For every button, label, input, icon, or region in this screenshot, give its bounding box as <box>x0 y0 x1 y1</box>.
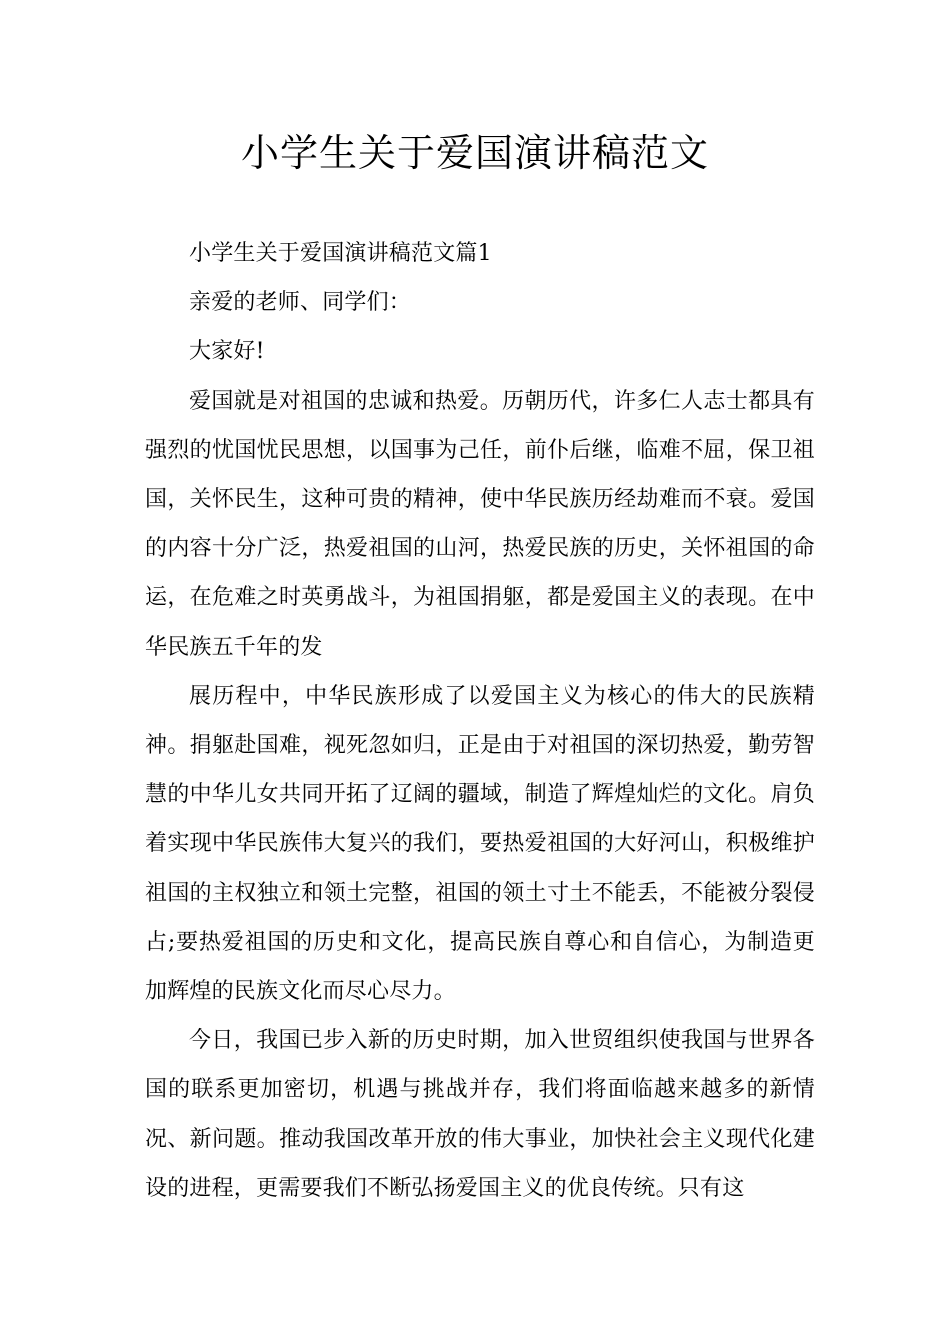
document-body <box>145 229 815 1213</box>
greeting: 大家好! <box>189 339 265 365</box>
paragraph: 爱国就是对祖国的忠诚和热爱。历朝历代，许多仁人志士都具有强烈的忧国忧民思想，以国事为己任，前仆后继，临难不屈，保卫祖国，关怀民生，这种可贵的精神，使中华民族历经劫难而不衰。爱国的内容十分广泛，热爱祖国的山河，热爱民族的历史，关怀祖国的命运，在危难之时英勇战斗，为祖国捐躯，都是爱国主义的表现。在中华民族五千年的发 <box>145 388 815 660</box>
salutation: 亲爱的老师、同学们： <box>189 290 412 316</box>
document-title: 小学生关于爱国演讲稿范文 <box>240 131 709 175</box>
paragraph: 展历程中，中华民族形成了以爱国主义为核心的伟大的民族精神。捐躯赴国难，视死忽如归，正是由于对祖国的深切热爱，勤劳智慧的中华儿女共同开拓了辽阔的疆域，制造了辉煌灿烂的文化。肩负着实现中华民族伟大复兴的我们，要热爱祖国的大好河山，积极维护祖国的主权独立和领土完整，祖国的领土寸土不能丢，不能被分裂侵占;要热爱祖国的历史和文化，提高民族自尊心和自信心，为制造更加辉煌的民族文化而尽心尽力。 <box>145 683 815 1005</box>
paragraph: 今日，我国已步入新的历史时期，加入世贸组织使我国与世界各国的联系更加密切，机遇与挑战并存，我们将面临越来越多的新情况、新问题。推动我国改革开放的伟大事业，加快社会主义现代化建设的进程，更需要我们不断弘扬爱国主义的优良传统。只有这 <box>145 1028 815 1201</box>
section-heading: 小学生关于爱国演讲稿范文篇1 <box>189 241 492 266</box>
